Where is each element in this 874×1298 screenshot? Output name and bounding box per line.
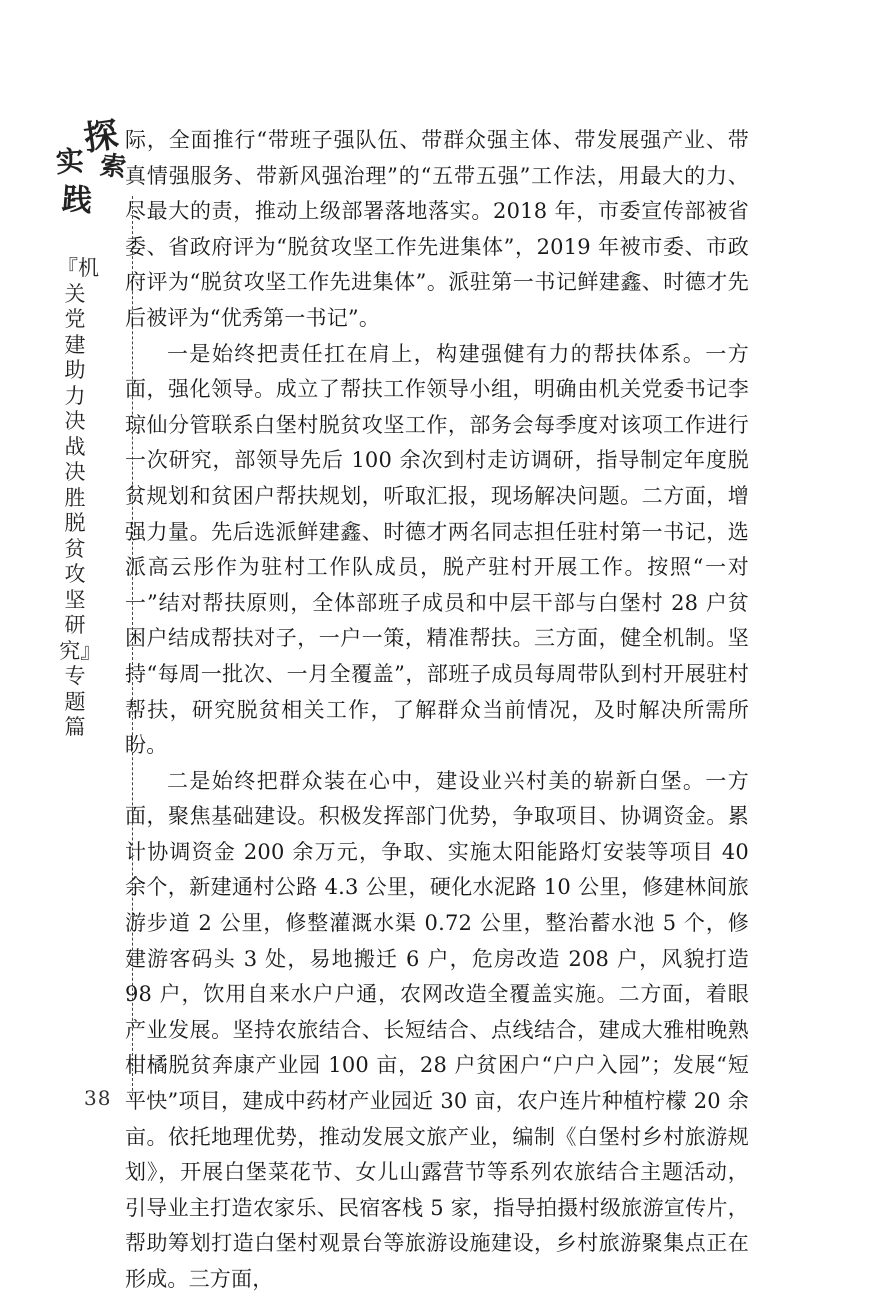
paragraph-people: 二是始终把群众装在心中，建设业兴村美的崭新白堡。一方面，聚焦基础建设。积极发挥部门优势，争取项目、协调资金。累计协调资金 200 余万元，争取、实施太阳能路灯安装等项目 40 余个，新建通村公路 4.3 公里，硬化水泥路 10 公里，修建林间旅游步道 2 公里，修整灌溉水渠 0.72 公里，整治蓄水池 5 个，修建游客码头 3 处，易地搬迁 6 户，危房改造 208 户，风貌打造 98 户，饮用自来水户户通，农网改造全覆盖实施。二方面，着眼产业发展。坚持农旅结合、长短结合、点线结合，建成大雅柑晚熟柑橘脱贫奔康产业园 100 亩，28 户贫困户“户户入园”；发展“短平快”项目，建成中药材产业园近 30 亩，农户连片种植柠檬 20 余亩。依托地理优势，推动发展文旅产业，编制《白堡村乡村旅游规划》，开展白堡菜花节、女儿山露营节等系列农旅结合主题活动，引导业主打造农家乐、民宿客栈 5 家，指导拍摄村级旅游宣传片，帮助筹划打造白堡村观景台等旅游设施建设，乡村旅游聚集点正在形成。三方面， <box>125 768 749 1291</box>
page-number: 38 <box>84 1086 112 1110</box>
sidebar <box>40 114 128 1110</box>
series-logo <box>54 114 128 228</box>
paragraph-responsibility: 一是始终把责任扛在肩上，构建强健有力的帮扶体系。一方面，强化领导。成立了帮扶工作领导小组，明确由机关党委书记李琼仙分管联系白堡村脱贫攻坚工作，部务会每季度对该项工作进行一次研究，部领导先后 100 余次到村走访调研，指导制定年度脱贫规划和贫困户帮扶规划，听取汇报，现场解决问题。二方面，增强力量。先后选派鲜建鑫、时德才两名同志担任驻村第一书记，选派高云彤作为驻村工作队成员，脱产驻村开展工作。按照“一对一”结对帮扶原则，全体部班子成员和中层干部与白堡村 28 户贫困户结成帮扶对子，一户一策，精准帮扶。三方面，健全机制。坚持“每周一批次、一月全覆盖”，部班子成员每周带队到村开展驻村帮扶，研究脱贫相关工作，了解群众当前情况，及时解决所需所盼。 <box>125 341 749 758</box>
body-text <box>125 123 749 1298</box>
vertical-section-title: 『机关党建助力决战决胜脱贫攻坚研究』专题篇 <box>57 256 99 739</box>
logo-char-1: 探 <box>81 114 121 160</box>
logo-char-2: 索 <box>98 150 128 184</box>
paragraph-continuation: 际，全面推行“带班子强队伍、带群众强主体、带发展强产业、带真情强服务、带新风强治理”的“五带五强”工作法，用最大的力、尽最大的责，推动上级部署落地落实。2018 年，市委宣传部被省委、省政府评为“脱贫攻坚工作先进集体”，2019 年被市委、市政府评为“脱贫攻坚工作先进集体”。派驻第一书记鲜建鑫、时德才先后被评为“优秀第一书记”。 <box>125 128 749 330</box>
logo-char-4: 践 <box>60 181 94 220</box>
logo-char-3: 实 <box>54 144 86 179</box>
